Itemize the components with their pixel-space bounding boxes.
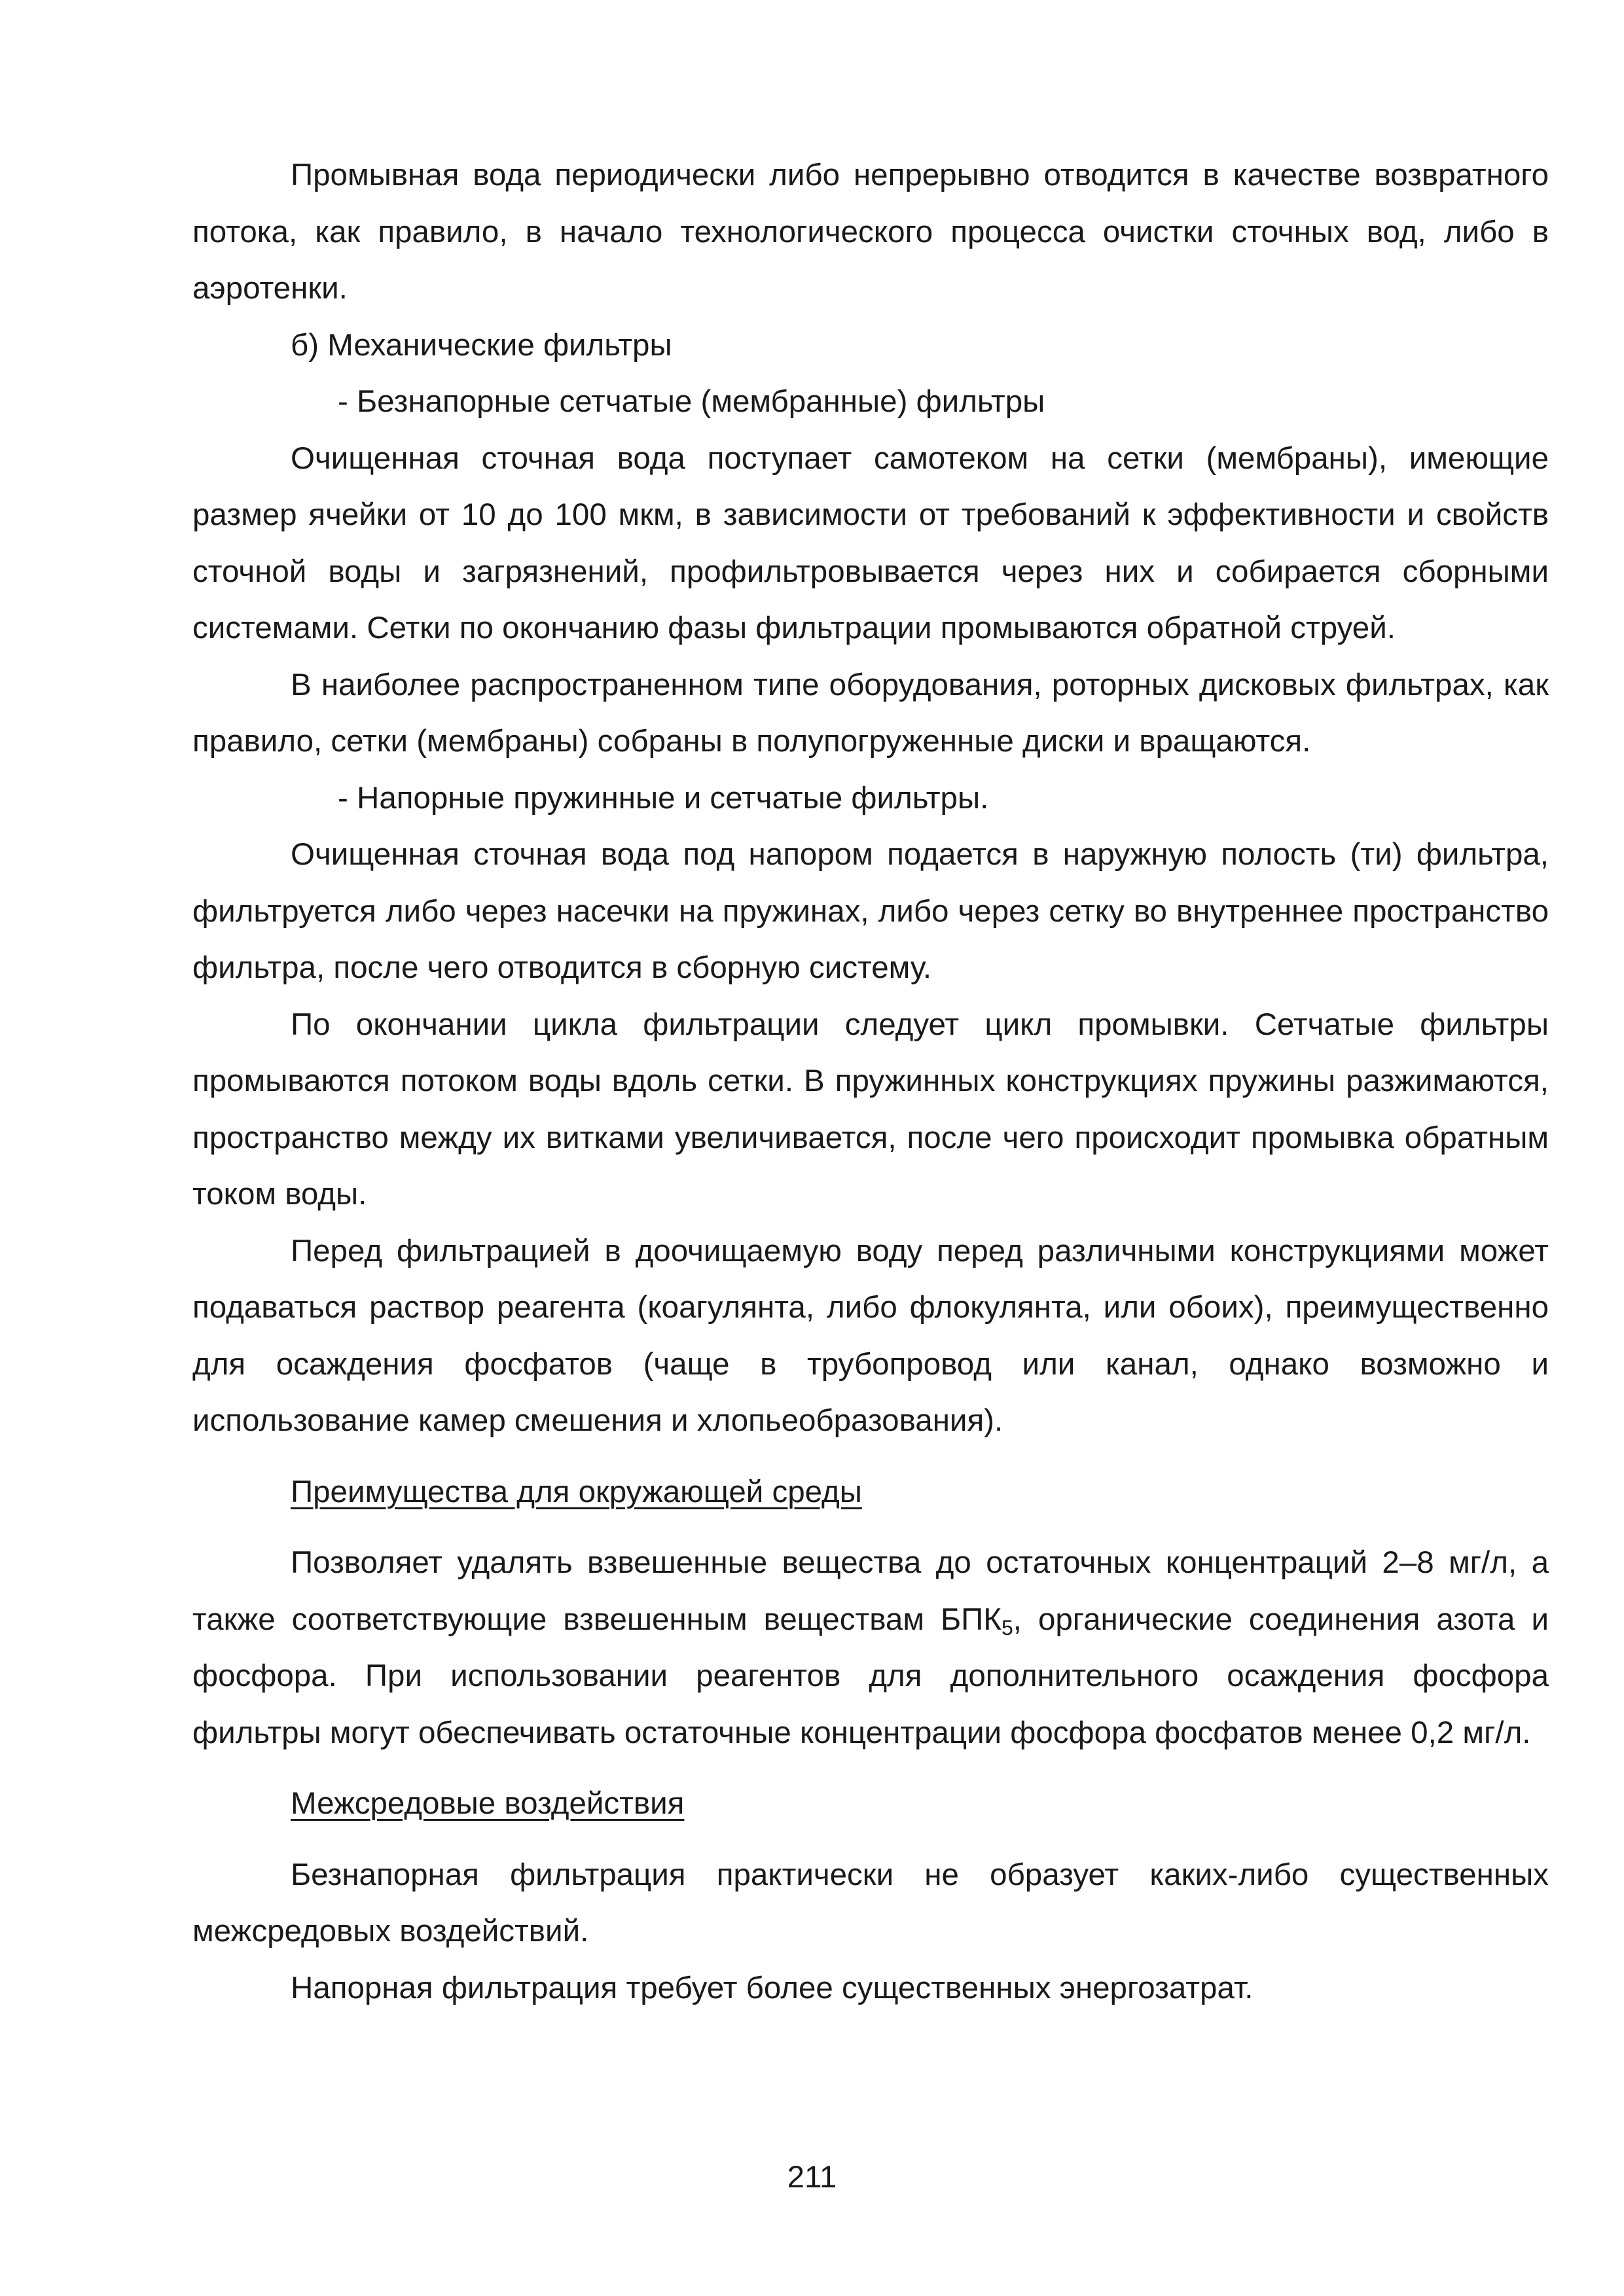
paragraph-mesh-filtration: Очищенная сточная вода поступает самотеком на сетки (мембраны), имеющие размер ячейки от 10 до 100 мкм, в зависимости от требований к эффективности и свойств сточной воды и загрязнений, профильтровывается через них и собирается сборными системами. Сетки по окончанию фазы фильтрации промываются обратной струей.	[192, 440, 1549, 645]
list-item-gravity-mesh-filters: - Безнапорные сетчатые (мембранные) фильтры	[338, 384, 1045, 419]
document-body	[192, 147, 1549, 2017]
paragraph-gravity-filtration-effects: Безнапорная фильтрация практически не образует каких-либо существенных межсредовых воздействий.	[192, 1857, 1549, 1948]
page-number: 211	[787, 2160, 837, 2195]
list-item-pressure-filters: - Напорные пружинные и сетчатые фильтры.	[338, 780, 989, 816]
paragraph-pressure-filtration: Очищенная сточная вода под напором подается в наружную полость (ти) фильтра, фильтруется либо через насечки на пружинах, либо через сетку во внутреннее пространство фильтра, после чего отводится в сборную систему.	[192, 837, 1549, 985]
paragraph-wash-water: Промывная вода периодически либо непрерывно отводится в качестве возвратного потока, как правило, в начало технологического процесса очистки сточных вод, либо в аэротенки.	[192, 158, 1549, 306]
paragraph-environmental-benefits	[192, 1535, 1549, 1761]
benefits-text-part-a: Позволяет удалять взвешенные вещества до остаточных концентраций 2–8 мг/л, а также соответствующие взвешенным веществам БПК	[192, 1545, 1549, 1637]
heading-cross-media-effects: Межсредовые воздействия	[291, 1786, 685, 1821]
subheading-mechanical-filters: б) Механические фильтры	[291, 327, 672, 363]
paragraph-backwash-cycle: По окончании цикла фильтрации следует цикл промывки. Сетчатые фильтры промываются потоком воды вдоль сетки. В пружинных конструкциях пружины разжимаются, пространство между их витками увеличивается, после чего происходит промывка обратным током воды.	[192, 1007, 1549, 1211]
heading-environmental-benefits: Преимущества для окружающей среды	[291, 1474, 862, 1509]
paragraph-rotary-disc-filters: В наиболее распространенном типе оборудования, роторных дисковых фильтрах, как правило, сетки (мембраны) собраны в полупогруженные диски и вращаются.	[192, 667, 1549, 759]
paragraph-reagent-dosing: Перед фильтрацией в доочищаемую воду перед различными конструкциями может подаваться раствор реагента (коагулянта, либо флокулянта, или обоих), преимущественно для осаждения фосфатов (чаще в трубопровод или канал, однако возможно и использование камер смешения и хлопьеобразования).	[192, 1233, 1549, 1438]
bod-subscript: 5	[1001, 1615, 1013, 1640]
benefits-text-part-b: , органические соединения азота и фосфора. При использовании реагентов для дополнительного осаждения фосфора фильтры могут обеспечивать остаточные концентрации фосфора фосфатов менее 0,2 мг/л.	[192, 1602, 1549, 1750]
paragraph-pressure-filtration-energy: Напорная фильтрация требует более существенных энергозатрат.	[291, 1970, 1254, 2005]
